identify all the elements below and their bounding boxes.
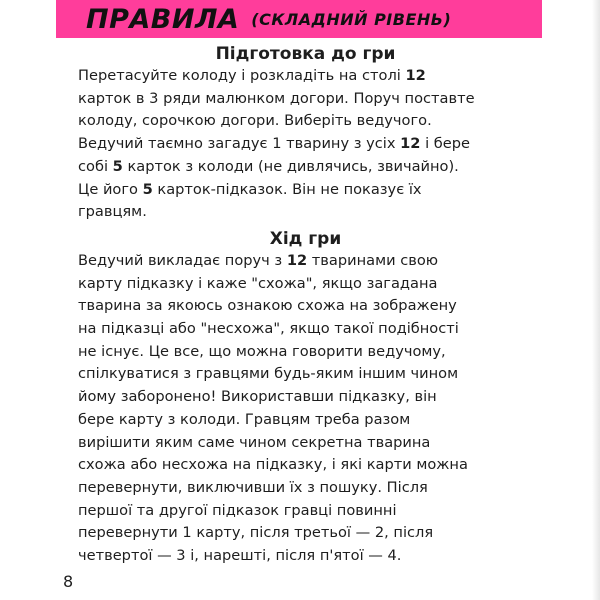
paragraph-line: на підказці або "несхожа", якщо такої подібності <box>78 320 459 338</box>
paragraph-line: не існує. Це все, що можна говорити ведучому, <box>78 342 446 360</box>
paragraph-line: Ведучий викладає поруч з 12 тваринами свою <box>78 251 439 269</box>
paragraph-line: Перетасуйте колоду і розкладіть на столі 12 <box>78 67 426 84</box>
paragraph-line: перевернути, виключивши їх з пошуку. Після <box>78 478 428 496</box>
paragraph-line: собі 5 карток з колоди (не дивлячись, звичайно). <box>78 157 459 175</box>
header-subtitle: (СКЛАДНИЙ РІВЕНЬ) <box>251 9 452 29</box>
paragraph-line: тварина за якоюсь ознакою схожа на зображену <box>78 297 457 315</box>
paragraph-line: першої та другої підказок гравці повинні <box>78 501 397 519</box>
paragraph-line: карту підказку і каже "схожа", якщо загадана <box>78 274 438 292</box>
header-band <box>56 0 542 38</box>
paragraph-line: гравцям. <box>78 203 147 221</box>
gameplay-paragraph <box>78 250 533 568</box>
section-title-preparation: Підготовка до гри <box>215 44 396 64</box>
page-edge <box>592 0 600 600</box>
paragraph-line: Це його 5 карток-підказок. Він не показує їх <box>78 180 422 198</box>
paragraph-line: спілкуватися з гравцями будь-яким іншим чином <box>78 365 459 383</box>
paragraph-line: йому заборонено! Використавши підказку, він <box>78 388 437 406</box>
rules-content <box>78 43 533 568</box>
paragraph-line: колоду, сорочкою догори. Виберіть ведучого. <box>78 112 432 130</box>
paragraph-line: вирішити яким саме чином секретна тварина <box>78 433 431 451</box>
paragraph-line: схожа або несхожа на підказку, і які карти можна <box>78 456 468 474</box>
paragraph-line: Ведучий таємно загадує 1 тварину з усіх 12 і бере <box>78 135 471 153</box>
paragraph-line: бере карту з колоди. Гравцям треба разом <box>78 410 411 428</box>
paragraph-line: перевернути 1 карту, після третьої — 2, після <box>78 524 434 542</box>
paragraph-line: карток в 3 ряди малюнком догори. Поруч поставте <box>78 89 475 107</box>
header-title: ПРАВИЛА <box>86 3 240 35</box>
page-number: 8 <box>63 572 74 591</box>
preparation-paragraph <box>78 65 533 224</box>
section-title-gameplay: Хід гри <box>269 228 342 249</box>
paragraph-line: четвертої — 3 і, нарешті, після п'ятої — 4. <box>78 547 402 565</box>
